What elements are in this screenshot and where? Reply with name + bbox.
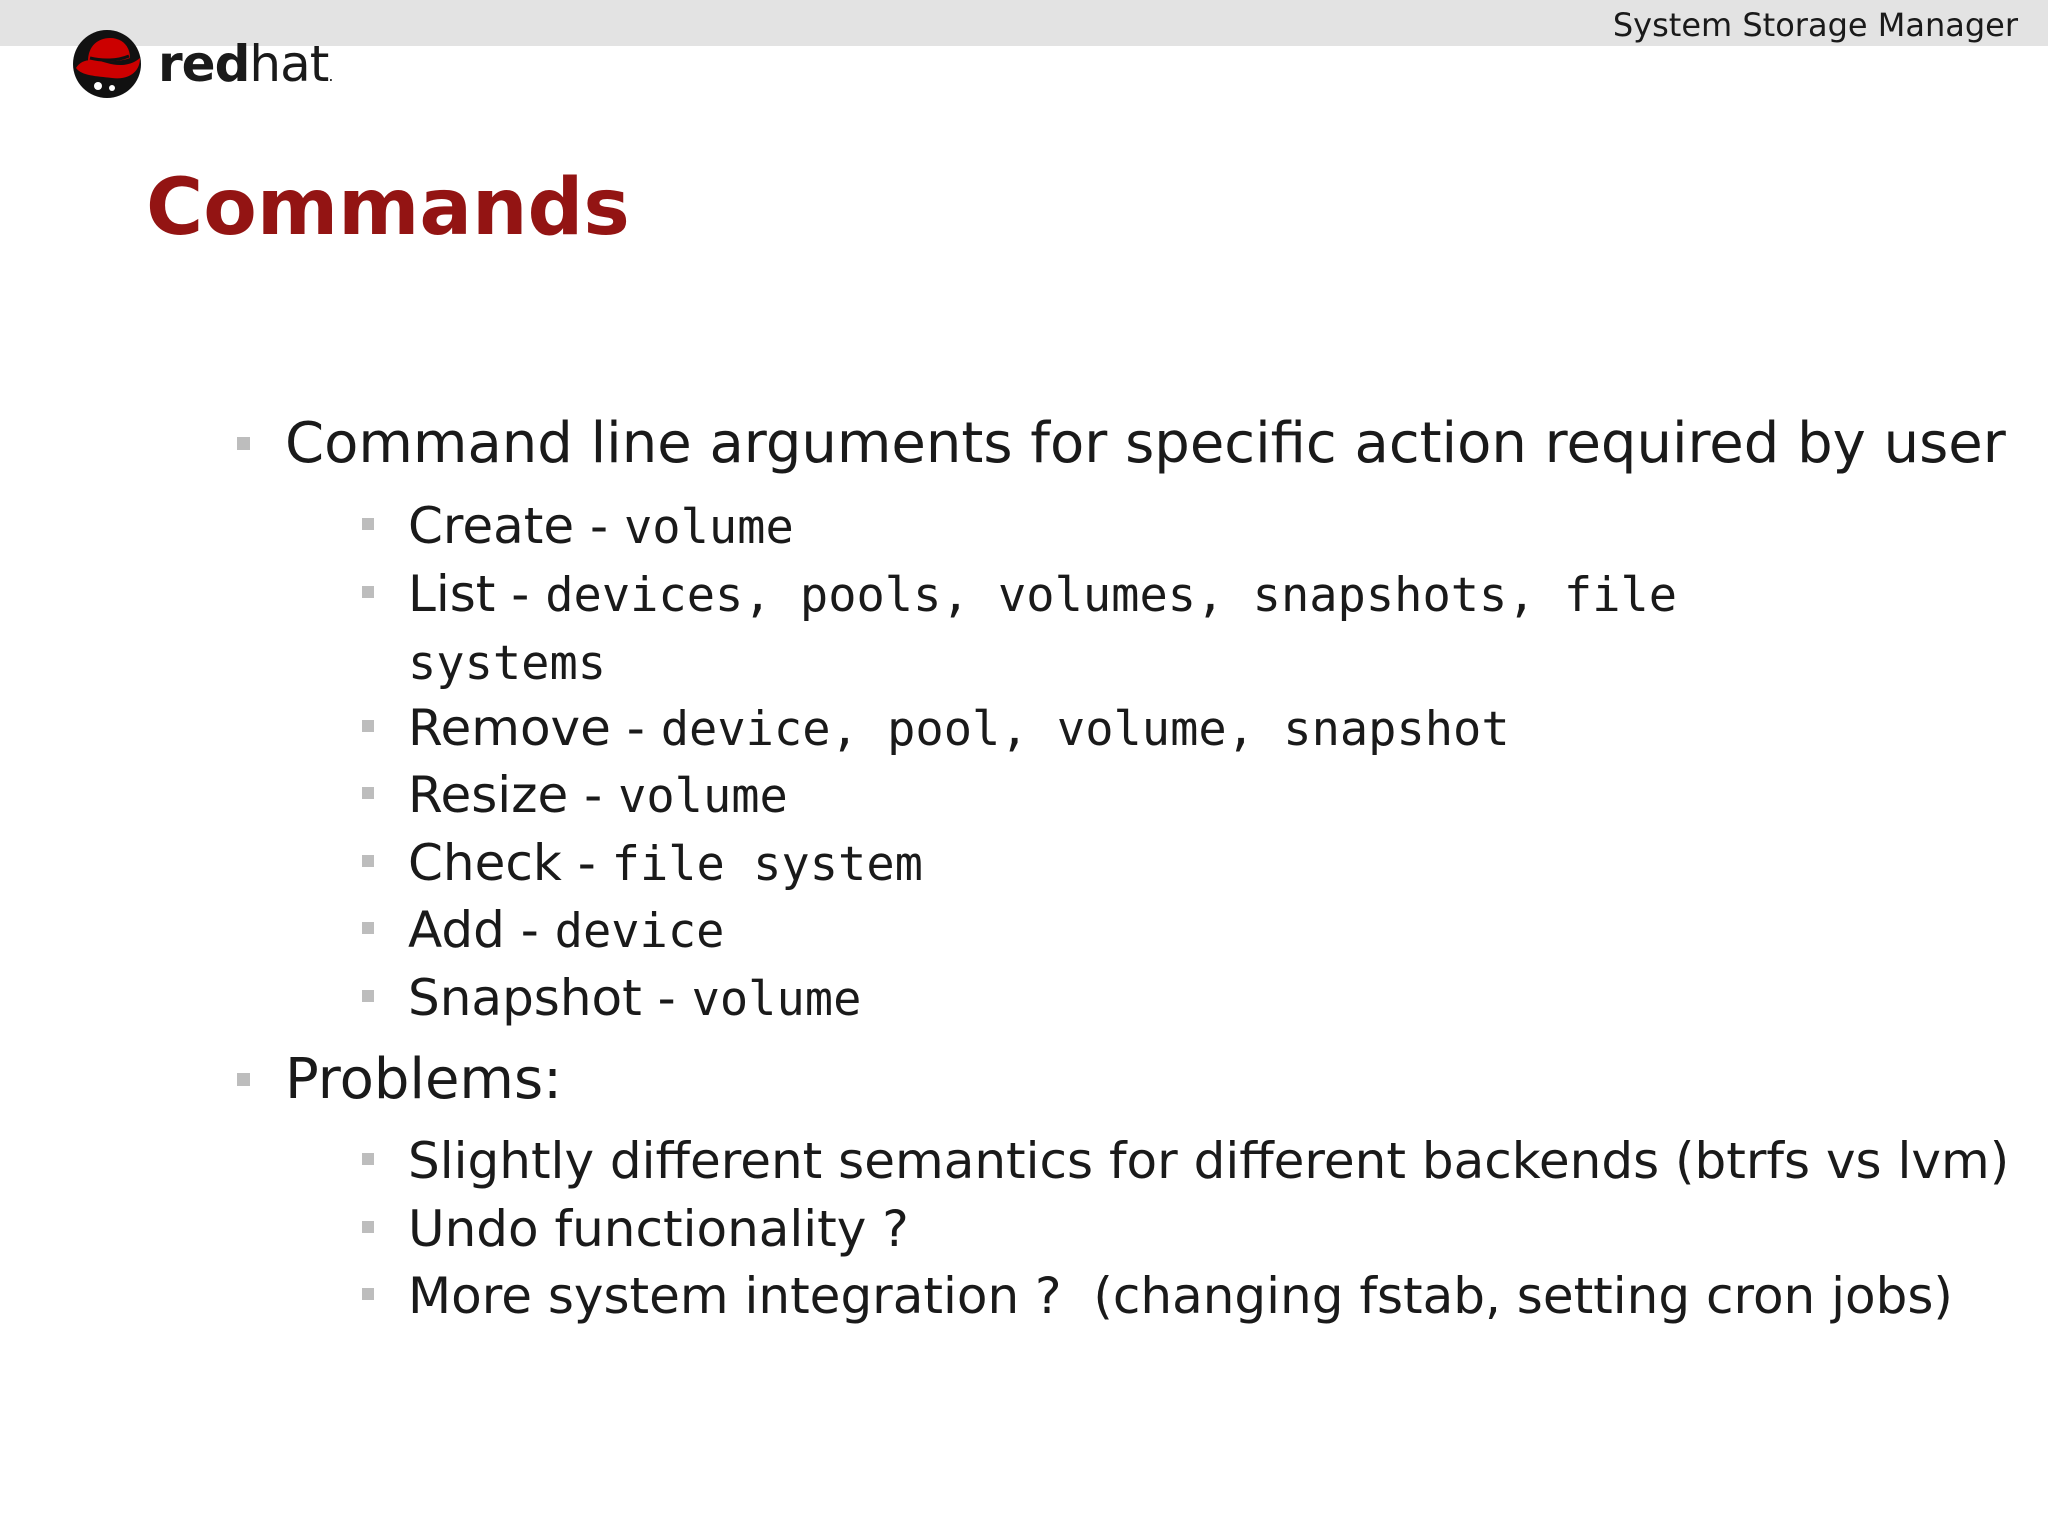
- bullet-square-icon: [362, 922, 374, 934]
- bullet-square-icon: [362, 1153, 374, 1165]
- bullet-command-line: Command line arguments for specific action required by user: [285, 411, 2006, 476]
- shadowman-icon: [68, 28, 146, 100]
- presentation-title: System Storage Manager: [1612, 6, 2018, 44]
- list-item-add: Add - device: [408, 901, 725, 959]
- bullet-problems: Problems:: [285, 1047, 562, 1112]
- bullet-square-icon: [362, 720, 374, 732]
- redhat-logo: [68, 26, 332, 102]
- list-item-check: Check - file system: [408, 834, 923, 892]
- bullet-square-icon: [362, 990, 374, 1002]
- list-item-list: List - devices, pools, volumes, snapshots, file: [408, 565, 1678, 623]
- list-item-undo: Undo functionality ?: [408, 1200, 909, 1258]
- bullet-square-icon: [362, 1288, 374, 1300]
- list-item-snapshot: Snapshot - volume: [408, 969, 862, 1027]
- bullet-square-icon: [362, 518, 374, 530]
- bullet-square-icon: [362, 1221, 374, 1233]
- slide-title: Commands: [146, 163, 630, 253]
- bullet-square-icon: [237, 1073, 250, 1086]
- list-item-semantics: Slightly different semantics for different backends (btrfs vs lvm): [408, 1132, 2010, 1190]
- bullet-square-icon: [362, 855, 374, 867]
- list-item-integration: More system integration ? (changing fstab, setting cron jobs): [408, 1267, 1953, 1325]
- bullet-square-icon: [362, 586, 374, 598]
- list-item-remove: Remove - device, pool, volume, snapshot: [408, 699, 1510, 757]
- logo-wordmark: redhat.: [158, 35, 333, 93]
- list-item-list-continued: systems: [408, 636, 607, 691]
- bullet-square-icon: [237, 437, 250, 450]
- list-item-resize: Resize - volume: [408, 766, 788, 824]
- bullet-square-icon: [362, 787, 374, 799]
- list-item-create: Create - volume: [408, 497, 794, 555]
